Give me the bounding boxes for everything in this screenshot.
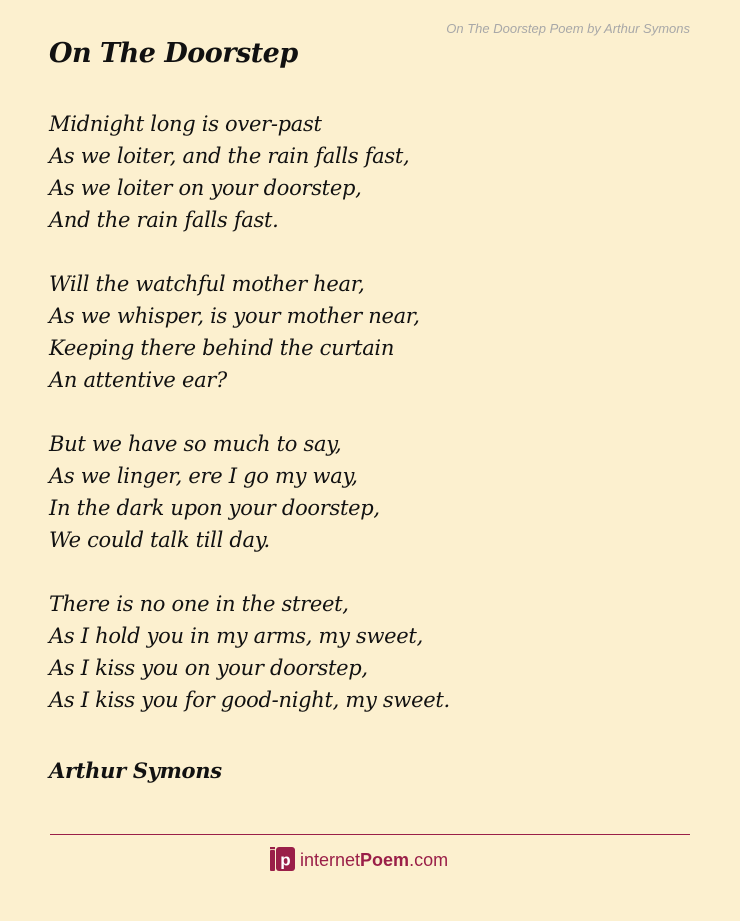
poem-line: We could talk till day. — [49, 528, 270, 552]
poem-line: In the dark upon your doorstep, — [49, 496, 380, 520]
brand-suffix: .com — [409, 849, 449, 870]
brand-bold: Poem — [360, 849, 410, 870]
poem-title: On The Doorstep — [49, 38, 298, 69]
poem-body — [49, 108, 450, 748]
poem-line: As we loiter, and the rain falls fast, — [49, 144, 410, 168]
poem-line: There is no one in the street, — [49, 592, 349, 616]
brand-prefix: internet — [300, 849, 361, 870]
poem-line: As we linger, ere I go my way, — [49, 464, 358, 488]
poem-author: Arthur Symons — [49, 758, 222, 783]
poem-line: And the rain falls fast. — [49, 208, 279, 232]
brand-name — [300, 850, 448, 871]
stanza-3 — [49, 428, 450, 556]
poem-line: As we loiter on your doorstep, — [49, 176, 362, 200]
poem-line: Will the watchful mother hear, — [49, 272, 365, 296]
poem-line: But we have so much to say, — [49, 432, 342, 456]
poem-line: As I kiss you on your doorstep, — [49, 656, 368, 680]
stanza-2 — [49, 268, 450, 396]
poem-line: Midnight long is over-past — [49, 112, 322, 136]
svg-text:p: p — [280, 850, 291, 870]
poem-line: As I kiss you for good-night, my sweet. — [49, 688, 450, 712]
header-caption: On The Doorstep Poem by Arthur Symons — [446, 21, 690, 36]
stanza-4 — [49, 588, 450, 716]
poem-line: As I hold you in my arms, my sweet, — [49, 624, 423, 648]
footer-brand-link[interactable] — [270, 846, 448, 874]
footer-divider — [50, 834, 690, 835]
poem-line: Keeping there behind the curtain — [49, 336, 395, 360]
poem-line: As we whisper, is your mother near, — [49, 304, 420, 328]
poem-line: An attentive ear? — [49, 368, 227, 392]
internetpoem-logo-icon — [270, 847, 295, 873]
stanza-1 — [49, 108, 450, 236]
